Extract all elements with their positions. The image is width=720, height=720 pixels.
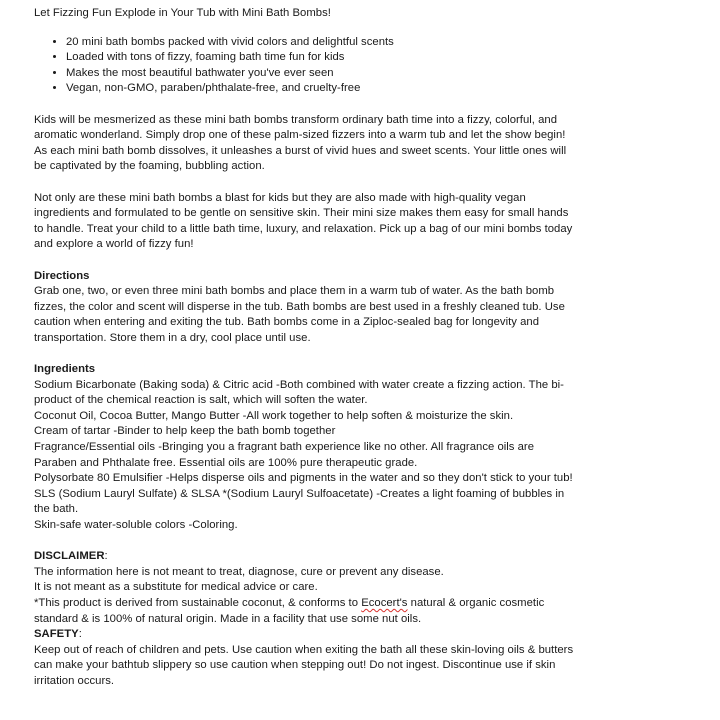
disclaimer-colon: : xyxy=(104,550,108,563)
ingredient-line: Fragrance/Essential oils -Bringing you a fragrant bath experience like no other. All fragrance oils are Paraben and Phthalate free. Essential oils are 100% pure therapeutic grade. xyxy=(34,441,535,469)
spacer xyxy=(34,97,574,113)
disclaimer-origin-pre: *This product is derived from sustainable coconut, & conforms to xyxy=(34,596,362,609)
safety-heading: SAFETY xyxy=(34,628,79,641)
feature-item: • 20 mini bath bombs packed with vivid colors and delightful scents xyxy=(66,35,574,51)
vegan-text-part1: Not only are these mini bath bombs a blast for kids but they are xyxy=(34,191,355,204)
ingredient-line: Sodium Bicarbonate (Baking soda) & Citric acid -Both combined with water create a fizzing action. The bi-product of the chemical reaction is salt, which will soften the water. xyxy=(34,378,564,407)
ecocert-brand: Ecocert's xyxy=(361,596,408,609)
feature-item: • Vegan, non-GMO, paraben/phthalate-free, and cruelty-free xyxy=(66,81,574,97)
safety-colon: : xyxy=(78,628,82,641)
ingredient-line: Skin-safe water-soluble colors -Coloring. xyxy=(34,519,238,531)
feature-item: • Loaded with tons of fizzy, foaming bath time fun for kids xyxy=(66,50,574,66)
ingredient-line: Cream of tartar -Binder to help keep the bath bomb together xyxy=(34,425,336,438)
ingredient-line: Coconut Oil, Cocoa Butter, Mango Butter -All work together to help soften & moisturize the skin. xyxy=(34,409,514,422)
safety-heading-line xyxy=(34,627,574,643)
feature-list xyxy=(34,35,574,97)
product-title: Let Fizzing Fun Explode in Your Tub with Mini Bath Bombs! xyxy=(34,7,331,19)
vegan-paragraph xyxy=(34,191,574,253)
spacer xyxy=(34,175,574,191)
disclaimer-origin-post: natural & organic cosmetic standard & is 100% of natural origin. Made in a facility that use some nut oils. xyxy=(34,596,545,625)
disclaimer-heading-line xyxy=(34,549,574,565)
spacer xyxy=(34,253,574,269)
disclaimer-heading: DISCLAIMER xyxy=(34,550,105,563)
disclaimer-origin-line xyxy=(34,596,574,627)
disclaimer-line: It is not meant as a substitute for medical advice or care. xyxy=(34,581,318,594)
spacer xyxy=(34,534,574,550)
directions-heading: Directions xyxy=(34,269,90,282)
ingredient-line: Polysorbate 80 Emulsifier -Helps disperse oils and pigments in the water and so they don't stick to your tub! xyxy=(34,472,573,485)
vegan-text-highlight: also made with high-quality vegan ingredients and formulated to be gentle on sensitive skin. Their mini size makes them easy for small hands to handle. xyxy=(34,191,569,235)
safety-text: Keep out of reach of children and pets. Use caution when exiting the bath all these skin-loving oils & butters can make your bathtub slippery so use caution when stepping out! Do not ingest. Discontinue use if skin irritation occurs. xyxy=(34,643,574,687)
feature-item: • Makes the most beautiful bathwater you've ever seen xyxy=(66,66,574,82)
spacer xyxy=(34,346,574,362)
ingredients-heading: Ingredients xyxy=(34,363,96,376)
ingredient-line: SLS (Sodium Lauryl Sulfate) & SLSA *(Sodium Lauryl Sulfoacetate) -Creates a light foaming of bubbles in the bath. xyxy=(34,487,565,516)
intro-paragraph: Kids will be mesmerized as these mini bath bombs transform ordinary bath time into a fizzy, colorful, and aromatic wonderland. Simply drop one of these palm-sized fizzers into a warm tub and let the show begin! As each mini bath bomb dissolves, it unleashes a burst of vivid hues and sweet scents. Your little ones will be captivated by the foaming, bubbling action. xyxy=(34,113,567,173)
disclaimer-line: The information here is not meant to treat, diagnose, cure or prevent any disease. xyxy=(34,565,444,578)
directions-text: Grab one, two, or even three mini bath bombs and place them in a warm tub of water. As the bath bomb fizzes, the color and scent will disperse in the tub. Bath bombs are best used in a freshly cleaned tub. Use caution when entering and exiting the tub. Bath bombs come in a Ziploc-sealed bag for longevity and transportation. Store them in a dry, cool place until use. xyxy=(34,285,565,344)
vegan-text-part3: Treat your child to a little bath time, luxury, and relaxation. Pick up a bag of our mini bombs today and explore a world of fizzy fun! xyxy=(34,222,573,251)
